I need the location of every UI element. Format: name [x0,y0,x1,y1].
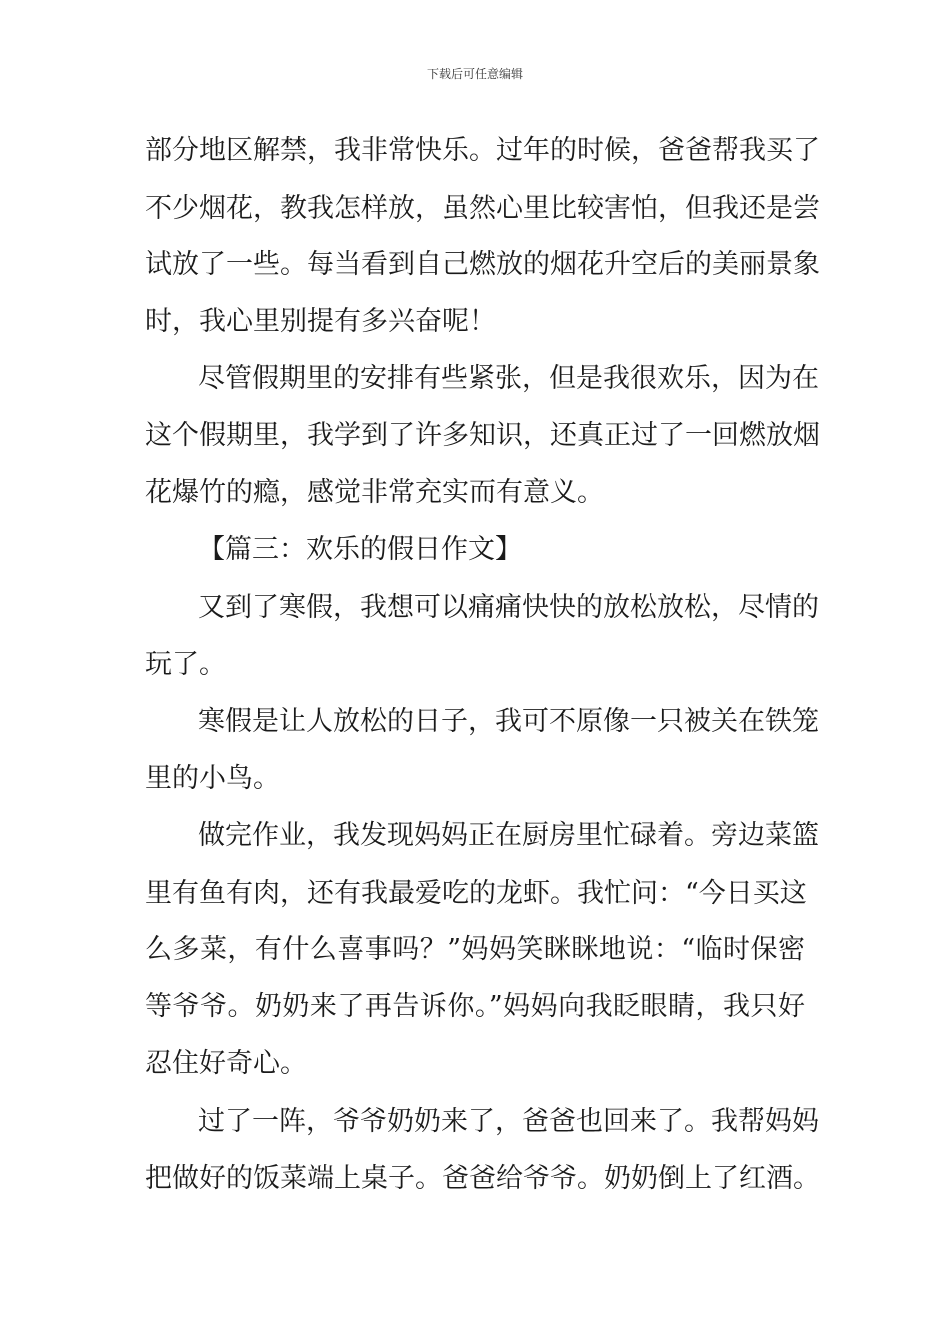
text-line: 试放了一些。每当看到自己燃放的烟花升空后的美丽景象 [145,249,820,280]
text-line: 不少烟花，教我怎样放，虽然心里比较害怕，但我还是尝 [145,193,820,224]
text-line: 等爷爷。奶奶来了再告诉你。”妈妈向我眨眼睛，我只好 [145,991,805,1022]
text-line: 过了一阵，爷爷奶奶来了，爸爸也回来了。我帮妈妈 [198,1106,819,1137]
text-line: 尽管假期里的安排有些紧张，但是我很欢乐，因为在 [198,363,819,394]
text-line: 做完作业，我发现妈妈正在厨房里忙碌着。旁边菜篮 [198,820,819,851]
page-header: 下载后可任意编辑 [426,67,523,81]
text-line: 把做好的饭菜端上桌子。爸爸给爷爷。奶奶倒上了红酒。 [145,1163,820,1194]
text-line: 部分地区解禁，我非常快乐。过年的时候，爸爸帮我买了 [145,135,820,166]
text-line: 花爆竹的瘾，感觉非常充实而有意义。 [145,477,604,508]
text-line: 寒假是让人放松的日子，我可不原像一只被关在铁笼 [198,706,819,737]
text-line: 时，我心里别提有多兴奋呢！ [145,306,496,337]
section-heading: 【篇三：欢乐的假日作文】 [198,534,522,565]
text-line: 里有鱼有肉，还有我最爱吃的龙虾。我忙问：“今日买这 [145,878,807,909]
text-line: 又到了寒假，我想可以痛痛快快的放松放松，尽情的 [198,592,819,623]
text-line: 忍住好奇心。 [145,1048,307,1079]
text-line: 玩了。 [145,649,226,680]
text-line: 这个假期里，我学到了许多知识，还真正过了一回燃放烟 [145,420,820,451]
text-line: 里的小鸟。 [145,763,280,794]
text-line: 么多菜，有什么喜事吗？”妈妈笑眯眯地说：“临时保密 [145,934,805,965]
